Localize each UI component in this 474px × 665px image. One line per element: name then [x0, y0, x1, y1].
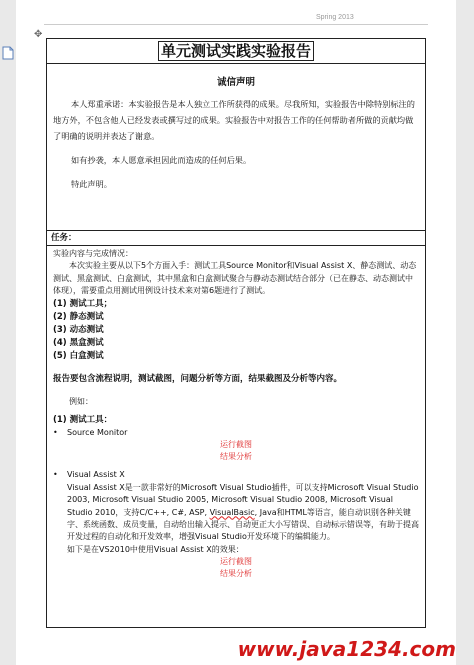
- va-text: Visual Assist X是一款非常好的Microsoft Visual Studio插件，可以支持Microsoft Visual Studio 2003, Microsoft Visual Studio 2005, Microsoft Visual Studio 2008, Microsoft Visual Studio 2010，支持C/C++, C#, ASP,: [67, 482, 419, 517]
- integrity-declaration: [47, 64, 425, 231]
- declaration-paragraph-3: 特此声明。: [71, 179, 112, 189]
- placeholder-analysis: 结果分析: [220, 452, 252, 462]
- intro-heading: 实验内容与完成情况：: [53, 249, 133, 258]
- sub-heading-tools: (1) 测试工具：: [53, 415, 113, 426]
- intro-paragraph: 本次实验主要从以下5个方面入手：测试工具Source Monitor和Visual Assist X、静态测试、动态测试、黑盒测试、白盒测试，其中黑盒和白盒测试聚合与静动态测试结合部分（已在静态、动态测试中体现），需要重点用测试用例设计技术来对第6题进行了测试。: [53, 261, 417, 296]
- task-item: (1) 测试工具；: [53, 298, 113, 309]
- task-item: (5) 白盒测试: [53, 350, 104, 361]
- document-page: [16, 0, 456, 665]
- document-icon[interactable]: [2, 46, 14, 60]
- bullet-text: Source Monitor: [67, 428, 128, 438]
- tasks-content: [47, 246, 425, 582]
- table-move-handle-icon[interactable]: ✥: [34, 29, 43, 40]
- va-usage-line: 如下是在VS2010中使用Visual Assist X的效果：: [67, 544, 244, 554]
- task-item: (4) 黑盒测试: [53, 337, 104, 348]
- report-requirement: 报告要包含流程说明，测试截图，问题分析等方面，结果截图及分析等内容。: [53, 373, 343, 384]
- bullet-icon: •: [53, 428, 58, 438]
- placeholder-screenshot: 运行截图: [220, 440, 252, 450]
- report-title-row: [47, 39, 425, 64]
- spellcheck-word: VisualBasic: [209, 507, 255, 517]
- va-text-2: , Java和HTML等语言，能自动识别各种关键字、系统函数、成员变量，自动给出输入提示、自动更正大小写错误、自动标示错误等，有助于提高开发过程的自动化和开发效率，增强Visual Studio开发环境下的编辑能力。: [67, 507, 419, 542]
- declaration-paragraph-1: 本人郑重承诺：本实验报告是本人独立工作所获得的成果。尽我所知，实验报告中除特别标注的地方外，不包含他人已经发表或撰写过的成果。实验报告中对报告工作的任何帮助者所做的贡献均做了明确的说明并表达了谢意。: [53, 99, 415, 141]
- header-divider: [44, 24, 428, 25]
- list-item: [53, 427, 419, 439]
- watermark: www.java1234.com: [237, 637, 456, 661]
- task-item: (3) 动态测试: [53, 324, 104, 335]
- bullet-icon: •: [53, 470, 58, 480]
- declaration-heading: 诚信声明: [216, 77, 255, 88]
- list-item: [53, 469, 419, 481]
- example-label: 例如：: [69, 396, 93, 406]
- placeholder-analysis: 结果分析: [220, 569, 252, 579]
- placeholder-screenshot: 运行截图: [220, 557, 252, 567]
- report-table: [46, 38, 426, 628]
- report-title: 单元测试实践实验报告: [158, 41, 314, 61]
- declaration-paragraph-2: 如有抄袭，本人愿意承担因此而造成的任何后果。: [71, 155, 252, 165]
- page-header: Spring 2013: [316, 14, 354, 21]
- tasks-label: 任务：: [47, 231, 425, 246]
- task-item: (2) 静态测试: [53, 311, 104, 322]
- va-description: [53, 482, 419, 544]
- bullet-text: Visual Assist X: [67, 470, 125, 480]
